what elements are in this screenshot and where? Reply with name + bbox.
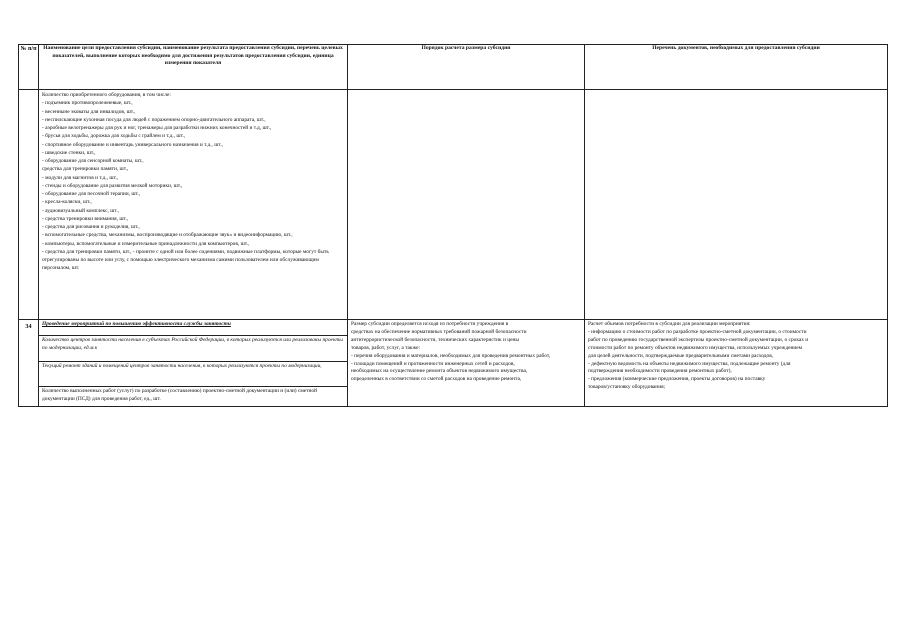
list-item: - аэробные велотренажеры для рук и ног, тренажеры для разработки нижних конечностей и т.д, шт.,	[42, 125, 272, 131]
list-item: - средства для рисования и рукоделия, шт.,	[42, 224, 140, 230]
list-item: Количество приобретенного оборудования, в том числе:	[42, 92, 171, 98]
table-header-row	[19, 45, 888, 90]
doc-line: подтверждения необходимости проведения ремонтных работ),	[588, 368, 732, 375]
list-item: - весенныне эковаты для инвалидов, шт.,	[42, 108, 136, 115]
calc-line: - площади помещений и протяженности инженерных сетей и расходов,	[351, 360, 515, 367]
goal-title: Проведение мероприятий по повышению эффективности службы занятости	[39, 320, 347, 336]
calc-line: определенных в соответствии со сметой расходов на проведение ремонта,	[351, 376, 522, 383]
calculation-cell	[348, 320, 585, 407]
list-item: - средства тренировки внимания, шт.,	[42, 215, 129, 222]
documents-empty	[585, 90, 888, 320]
calc-line: средствах на обеспечение нормативных требований пожарной безопасности	[351, 328, 527, 335]
calc-line: - перечня оборудования и материалов, необходимых для проведения ремонтных работ,	[351, 352, 551, 359]
doc-line: для целей деятельности, подтверждаемые предварительными сметами расходов,	[588, 352, 774, 359]
doc-line: - дефектную ведомость на объекты недвижимого имущества, подлежащие ремонту (для	[588, 360, 791, 367]
calc-line: антитеррористической безопасности, технических характеристик и цены	[351, 336, 520, 343]
list-item: - средства для тренировки памяти, шт., - проинте с одной или более сидениями, подвижные платформы, которые могут быть отрегулированы по высоте или углу, с помощью электрического механизма самими пользователем или обслуживающим персоналом, шт.	[42, 248, 329, 272]
header-documents: Перечень документов, необходимых для предоставления субсидии	[585, 45, 888, 90]
doc-line: стоимости работ по ремонту объектов недвижимого имущества, используемых учреждением	[588, 344, 803, 351]
equipment-list	[39, 90, 348, 320]
table-row-34	[19, 320, 888, 407]
list-item: - шведские стенки, шт.,	[42, 149, 96, 156]
indicator-repair: Текущий ремонт зданий и помещений центров занятости населения, в которых реализуются проекты по модернизации,	[39, 362, 347, 387]
goal-cell	[39, 320, 348, 407]
calc-line: Размер субсидии определяется исходя из потребности учреждения в	[351, 321, 509, 327]
list-item: - неспилскающие кухонная посуда для людей с поражением опорно-двигательного аппарата, шт.,	[42, 116, 266, 123]
calc-line: необходимых на осуществление ремонта объектов недвижимого имущества,	[351, 368, 528, 375]
calculation-empty	[348, 90, 585, 320]
row-number-empty	[19, 90, 39, 320]
doc-line: Расчет объемов потребности в субсидии для реализации мероприятия:	[588, 321, 751, 327]
list-item: - аудиовизуальный комплекс, шт.,	[42, 207, 120, 214]
list-item: - вспомогательные средства, механизмы, воспроизводящие и отображающие звук» и видеоинформацию, шт.,	[42, 232, 293, 239]
row-number: 34	[19, 320, 39, 407]
list-item: - спортивное оборудование и инвентарь универсального назначения и т.д., шт.,	[42, 141, 224, 148]
header-number: № п/п	[19, 45, 39, 90]
calc-line: товаров, работ, услуг, а также:	[351, 344, 421, 351]
subsidy-table	[18, 44, 888, 407]
doc-line: работ по проведению государственной экспертизы проектно-сметной документации, о сроках и	[588, 336, 809, 343]
doc-line: товаров/установку оборудования;	[588, 384, 666, 391]
list-item: - кресла-коляски, шт.,	[42, 199, 92, 206]
table-row	[19, 90, 888, 320]
list-item: - компьютеры, вспомогательные и измерительные принадлежности для компьютеров, шт.,	[42, 240, 250, 247]
header-goal: Наименование цели предоставления субсидии, наименование результата предоставления субсидии, перечень целевых показателей, выполнение которых необходимо для достижения результатов предоставления субсидии, единица измерения показателя	[39, 45, 348, 90]
doc-line: - предложения (коммерческие предложения, проекты договоров) на поставку	[588, 376, 766, 383]
header-calculation: Порядок расчета размера субсидии	[348, 45, 585, 90]
list-item: - модули для магнитов и т.д., шт.,	[42, 174, 119, 181]
indicator-centers: Количество центров занятости населения в субъектах Российской Федерации, в которых реализуются или реализованы проекты по модернизации, ед.м.к	[39, 336, 347, 362]
list-item: - подъемник противопролежневые, шт.,	[42, 100, 133, 107]
list-item: - оборудование для песочной терапии, шт.,	[42, 191, 141, 197]
list-item: средства для тренировки памяти, шт.,	[42, 166, 129, 173]
indicator-design-docs: Количество выполненных работ (услуг) по разработке (составлению) проектно-сметной документации и (или) сметной документации (ПСД) для проведения работ, ед., шт.	[42, 388, 317, 402]
list-item: - брусья для ходьбы, дорожка для ходьбы с грайлем и т.д., шт.,	[42, 133, 186, 140]
list-item: - оборудование для сенсорной комнаты, шт.,	[42, 158, 144, 164]
doc-line: - информацию о стоимости работ по разработке проектно-сметной документации, о стоимости	[588, 328, 807, 335]
documents-cell	[585, 320, 888, 407]
list-item: - стенды и оборудование для развития мелкой моторики, шт.,	[42, 182, 183, 189]
